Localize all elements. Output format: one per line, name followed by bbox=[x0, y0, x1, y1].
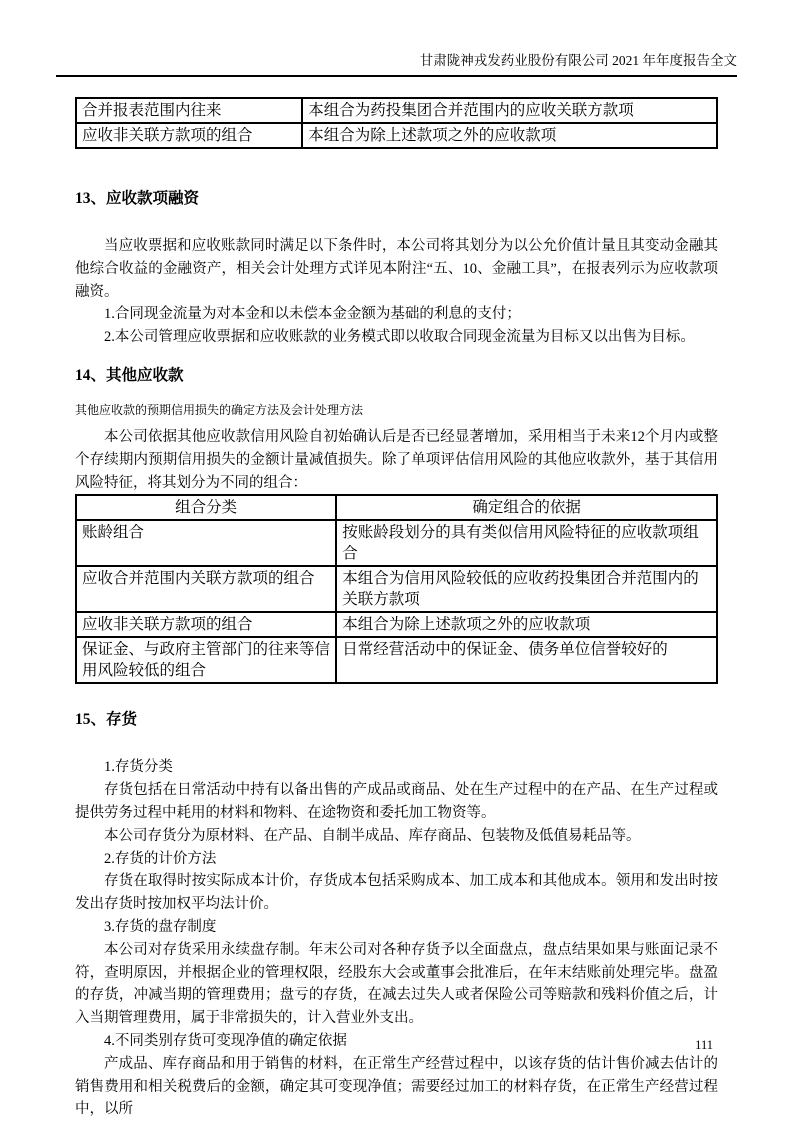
portfolio-basis-cell: 本组合为信用风险较低的应收药投集团合并范围内的关联方款项 bbox=[336, 566, 717, 612]
table-row bbox=[76, 520, 717, 566]
column-header-portfolio-basis: 确定组合的依据 bbox=[336, 495, 717, 520]
portfolio-name-cell: 保证金、与政府主管部门的往来等信用风险较低的组合 bbox=[76, 637, 336, 683]
receivables-portfolio-table-continued bbox=[75, 97, 718, 149]
inventory-categories-paragraph: 本公司存货分为原材料、在产品、自制半成品、库存商品、包装物及低值易耗品等。 bbox=[104, 827, 641, 844]
portfolio-basis-cell: 本组合为除上述款项之外的应收款项 bbox=[336, 612, 717, 637]
inventory-nrv-subheading: 4.不同类别存货可变现净值的确定依据 bbox=[104, 1032, 347, 1049]
page-number: 111 bbox=[695, 1038, 713, 1052]
report-title: 甘肃陇神戎发药业股份有限公司 2021 年年度报告全文 bbox=[419, 53, 737, 68]
section-13-condition-1: 1.合同现金流量为对本金和以未偿本金金额为基础的利息的支付； bbox=[104, 306, 521, 323]
inventory-nrv-paragraph: 产成品、库存商品和用于销售的材料，在正常生产经营过程中，以该存货的估计售价减去估计的销售费用和相关税费后的金额，确定其可变现净值；需要经过加工的材料存货，在正常生产经营过程中，以所 bbox=[75, 1055, 718, 1118]
table-row bbox=[76, 612, 717, 637]
inventory-count-system-subheading: 3.存货的盘存制度 bbox=[104, 918, 217, 935]
page-content bbox=[56, 97, 737, 1121]
table-row bbox=[76, 123, 717, 148]
table-row bbox=[76, 637, 717, 683]
other-receivables-portfolio-table bbox=[75, 494, 718, 684]
portfolio-name-cell: 应收合并范围内关联方款项的组合 bbox=[76, 566, 336, 612]
column-header-portfolio-class: 组合分类 bbox=[76, 495, 336, 520]
portfolio-name-cell: 应收非关联方款项的组合 bbox=[76, 612, 336, 637]
section-14-paragraph: 本公司依据其他应收款信用风险自初始确认后是否已经显著增加，采用相当于未来12个月内或整个存续期内预期信用损失的金额计量减值损失。除了单项评估信用风险的其他应收款外，基于其信用风险特征，将其划分为不同的组合： bbox=[75, 428, 718, 491]
portfolio-basis-cell: 本组合为除上述款项之外的应收款项 bbox=[302, 123, 717, 148]
section-14-subtitle: 其他应收款的预期信用损失的确定方法及会计处理方法 bbox=[75, 402, 364, 417]
table-row bbox=[76, 566, 717, 612]
section-13-condition-2: 2.本公司管理应收票据和应收账款的业务模式即以收取合同现金流量为目标又以出售为目标。 bbox=[104, 329, 695, 346]
section-13-heading: 13、应收款项融资 bbox=[75, 190, 200, 207]
section-13-paragraph: 当应收票据和应收账款同时满足以下条件时，本公司将其划分为以公允价值计量且其变动金融其他综合收益的金融资产，相关会计处理方式详见本附注“五、10、金融工具”，在报表列示为应收款项融资。 bbox=[75, 238, 718, 300]
portfolio-basis-cell: 本组合为药投集团合并范围内的应收关联方款项 bbox=[302, 98, 717, 123]
portfolio-name-cell: 合并报表范围内往来 bbox=[76, 98, 302, 123]
section-15-heading: 15、存货 bbox=[75, 711, 138, 729]
inventory-classification-subheading: 1.存货分类 bbox=[104, 759, 173, 776]
portfolio-basis-cell: 日常经营活动中的保证金、债务单位信誉较好的 bbox=[336, 637, 717, 683]
inventory-count-system-paragraph: 本公司对存货采用永续盘存制。年末公司对各种存货予以全面盘点，盘点结果如果与账面记录不符，查明原因，并根据企业的管理权限，经股东大会或董事会批准后，在年末结账前处理完毕。盘盈的存货，冲减当期的管理费用；盘亏的存货，在减去过失人或者保险公司等赔款和残料价值之后，计入当期管理费用，属于非常损失的，计入营业外支出。 bbox=[75, 941, 718, 1027]
inventory-valuation-paragraph: 存货在取得时按实际成本计价，存货成本包括采购成本、加工成本和其他成本。领用和发出时按发出存货时按加权平均法计价。 bbox=[75, 873, 718, 913]
inventory-classification-paragraph: 存货包括在日常活动中持有以备出售的产成品或商品、处在生产过程中的在产品、在生产过程或提供劳务过程中耗用的材料和物料、在途物资和委托加工物资等。 bbox=[75, 782, 718, 821]
table-row bbox=[76, 98, 717, 123]
page-header bbox=[56, 52, 737, 77]
portfolio-name-cell: 账龄组合 bbox=[76, 520, 336, 566]
portfolio-basis-cell: 按账龄段划分的具有类似信用风险特征的应收款项组合 bbox=[336, 520, 717, 566]
table-header-row bbox=[76, 495, 717, 520]
section-14-heading: 14、其他应收款 bbox=[75, 366, 184, 384]
inventory-valuation-subheading: 2.存货的计价方法 bbox=[104, 850, 217, 867]
portfolio-name-cell: 应收非关联方款项的组合 bbox=[76, 123, 302, 148]
